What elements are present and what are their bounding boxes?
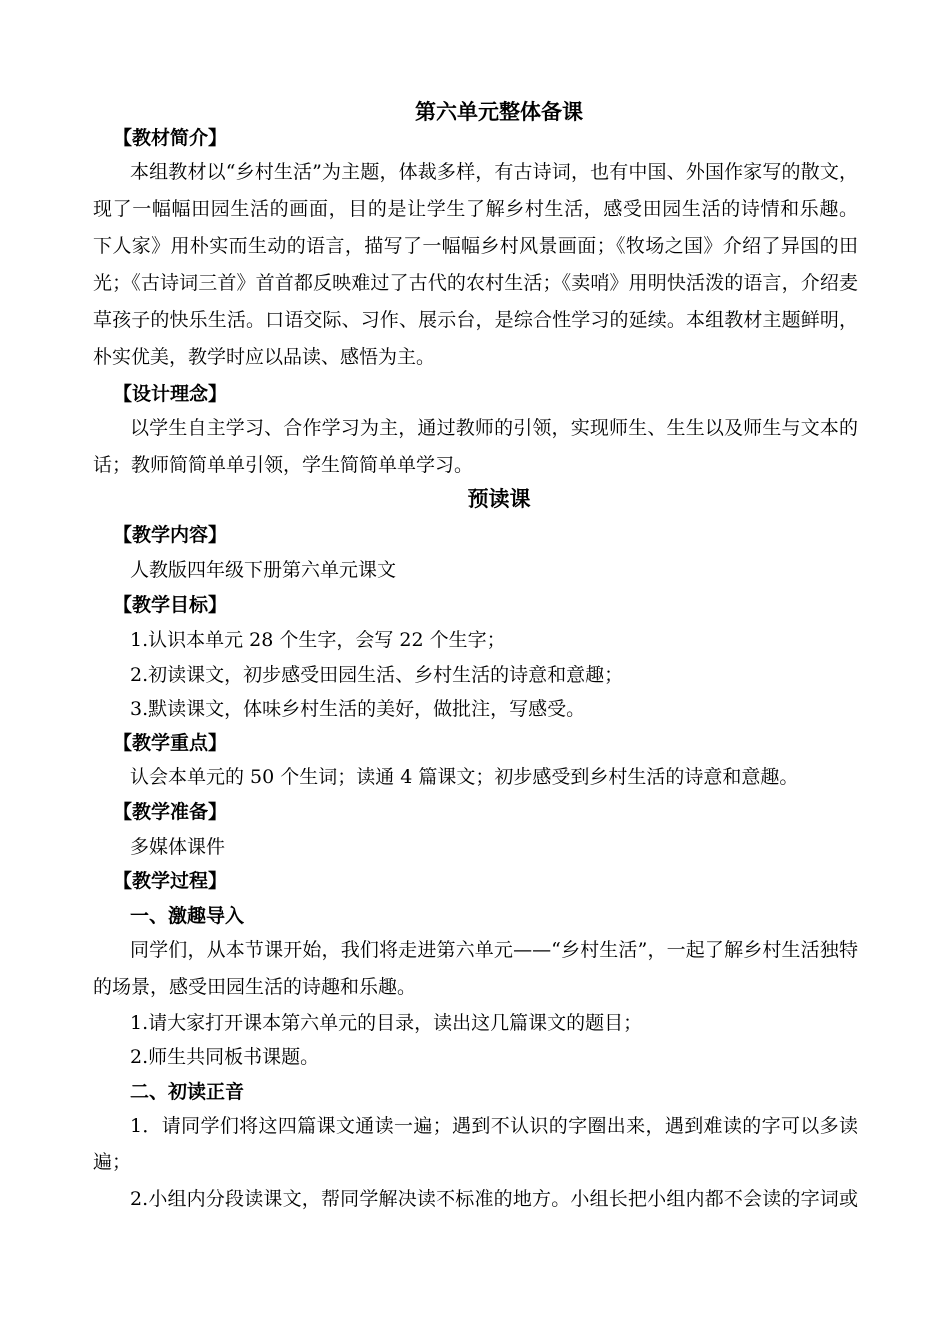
intro-line: 本组教材以“乡村生活”为主题，体裁多样，有古诗词，也有中国、外国作家写的散文，	[130, 161, 858, 183]
focus-heading: 【教学重点】	[113, 732, 228, 754]
step1-item: 1.请大家打开课本第六单元的目录，读出这几篇课文的题目；	[130, 1012, 643, 1034]
design-line: 以学生自主学习、合作学习为主，通过教师的引领，实现师生、生生以及师生与文本的	[130, 417, 858, 439]
step1-line: 同学们，从本节课开始，我们将走进第六单元——“乡村生活”，一起了解乡村生活独特	[130, 939, 858, 961]
goals-heading: 【教学目标】	[113, 594, 228, 616]
goal-item: 3.默读课文，体味乡村生活的美好，做批注，写感受。	[130, 698, 586, 720]
goal-item: 1.认识本单元 28 个生字，会写 22 个生字；	[130, 629, 506, 651]
section-title: 预读课	[467, 487, 531, 511]
intro-line: 下人家》用朴实而生动的语言，描写了一幅幅乡村风景画面；《牧场之国》介绍了异国的田	[93, 235, 858, 257]
design-heading: 【设计理念】	[113, 383, 228, 405]
prep-text: 多媒体课件	[130, 836, 226, 858]
content-heading: 【教学内容】	[113, 524, 228, 546]
goal-item: 2.初读课文，初步感受田园生活、乡村生活的诗意和意趣；	[130, 664, 624, 686]
content-text: 人教版四年级下册第六单元课文	[130, 559, 397, 581]
step1-line: 的场景，感受田园生活的诗趣和乐趣。	[93, 976, 417, 998]
step2-line: 1．请同学们将这四篇课文通读一遍；遇到不认识的字圈出来，遇到难读的字可以多读	[130, 1115, 858, 1137]
prep-heading: 【教学准备】	[113, 801, 228, 823]
step2-line: 2.小组内分段读课文，帮同学解决读不标准的地方。小组长把小组内都不会读的字词或	[130, 1188, 858, 1210]
focus-text: 认会本单元的 50 个生词；读通 4 篇课文；初步感受到乡村生活的诗意和意趣。	[130, 766, 799, 788]
intro-line: 草孩子的快乐生活。口语交际、习作、展示台，是综合性学习的延续。本组教材主题鲜明，	[93, 309, 858, 331]
step2-heading: 二、初读正音	[130, 1081, 245, 1103]
intro-line: 朴实优美，教学时应以品读、感悟为主。	[93, 346, 436, 368]
step1-item: 2.师生共同板书课题。	[130, 1046, 320, 1068]
design-line: 话；教师简简单单引领，学生简简单单学习。	[93, 454, 474, 476]
intro-line: 光；《古诗词三首》首首都反映难过了古代的农村生活；《卖哨》用明快活泼的语言，介绍麦	[93, 272, 858, 294]
process-heading: 【教学过程】	[113, 870, 228, 892]
page-title: 第六单元整体备课	[415, 100, 583, 124]
step2-line: 遍；	[93, 1151, 132, 1173]
intro-heading: 【教材简介】	[113, 127, 228, 149]
intro-line: 现了一幅幅田园生活的画面，目的是让学生了解乡村生活，感受田园生活的诗情和乐趣。	[93, 198, 858, 220]
step1-heading: 一、激趣导入	[130, 905, 245, 927]
